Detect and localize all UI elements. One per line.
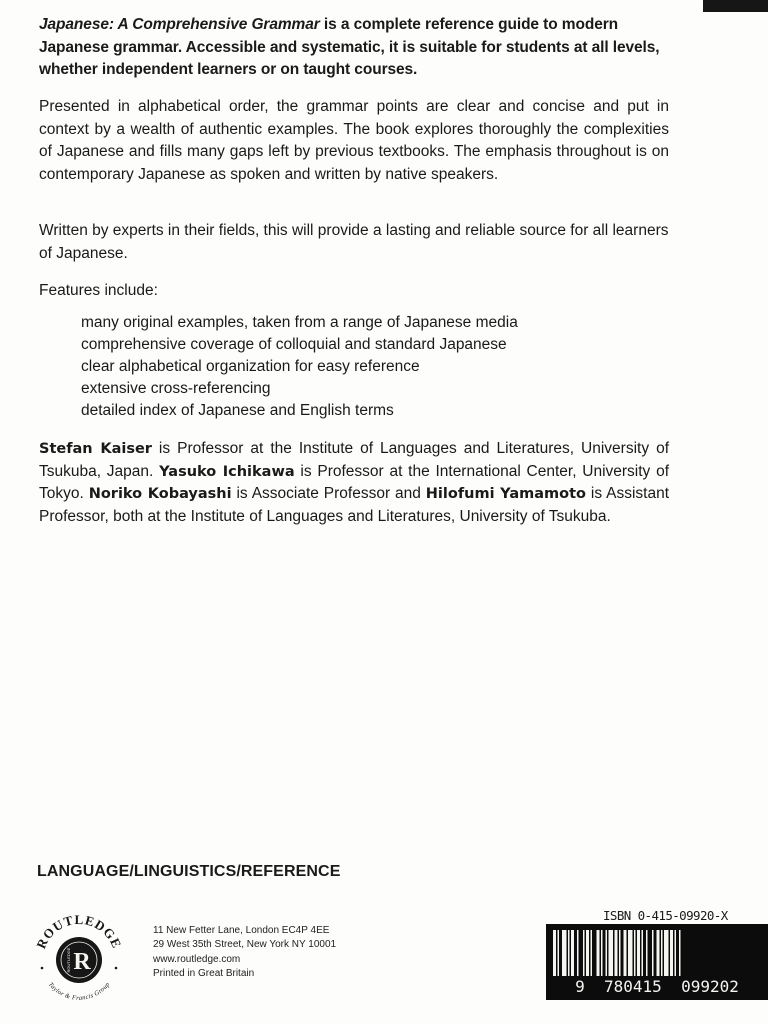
barcode-bar <box>571 930 574 978</box>
barcode-bar <box>591 930 593 978</box>
author-name: Hilofumi Yamamoto <box>425 486 586 502</box>
barcode-bar <box>562 930 567 978</box>
experts-paragraph <box>39 220 669 265</box>
order-paragraph <box>39 96 669 186</box>
barcode-bar <box>679 930 681 978</box>
feature-item: comprehensive coverage of colloquial and standard Japanese <box>81 336 507 353</box>
barcode-bar <box>615 930 618 978</box>
order-text: Presented in alphabetical order, the grammar points are clear and concise and put in context by a wealth of authentic examples. The book explores thoroughly the complexities of Japanese and fills many gaps left by previous textbooks. The emphasis throughout is on contemporary Japanese as spoken and written by native speakers. <box>39 98 669 183</box>
feature-item: clear alphabetical organization for easy reference <box>81 358 420 375</box>
intro-text: is a complete reference guide to modern Japanese grammar. Accessible and systematic, it is suitable for students at all levels, whether independent learners or on taught courses. <box>39 16 660 78</box>
author-name: Noriko Kobayashi <box>88 486 232 502</box>
routledge-logo <box>30 908 128 1006</box>
barcode-bar <box>601 930 603 978</box>
barcode-bar <box>597 930 600 978</box>
barcode-bar <box>609 930 614 978</box>
logo-dot <box>115 967 118 970</box>
corner-mark <box>703 0 768 12</box>
barcode-bar <box>583 930 585 978</box>
barcode-bar <box>577 930 579 978</box>
barcode-bar <box>558 930 560 978</box>
author-bio: is Professor at the International Center, University of Tokyo. <box>39 462 669 502</box>
feature-item: detailed index of Japanese and English terms <box>81 402 394 419</box>
barcode-bar <box>586 930 589 978</box>
barcode-bar <box>661 930 663 978</box>
author-name: Yasuko Ichikawa <box>159 463 295 480</box>
logo-arc-bottom-text: Taylor & Francis Group <box>46 981 112 1002</box>
author-bio: is Assistant Professor, both at the Institute of Languages and Literatures, University of Tsukuba. <box>39 485 670 525</box>
barcode-bar <box>664 930 669 978</box>
barcode-bar <box>634 930 636 978</box>
author-bio: is Professor at the Institute of Languages and Literatures, University of Tsukuba, Japan. <box>39 440 669 480</box>
logo-letter: R <box>73 949 91 975</box>
isbn-label: ISBN 0-415-09920-X <box>603 908 728 923</box>
subject-category: LANGUAGE/LINGUISTICS/REFERENCE <box>37 863 341 880</box>
barcode <box>546 924 768 1000</box>
barcode-digits: 9 780415 099202 <box>575 977 739 996</box>
book-title: Japanese: A Comprehensive Grammar <box>39 16 320 33</box>
barcode-bar <box>646 930 648 978</box>
intro-paragraph <box>39 14 669 82</box>
barcode-bar <box>642 930 644 978</box>
barcode-bar <box>624 930 627 978</box>
address-line: 11 New Fetter Lane, London EC4P 4EE <box>153 925 330 936</box>
author-name: Stefan Kaiser <box>39 441 152 457</box>
barcode-bar <box>619 930 621 978</box>
features-list <box>81 312 518 422</box>
website-text: www.routledge.com <box>153 953 241 965</box>
publisher-address <box>153 924 336 981</box>
logo-arc-top-text: ROUTLEDGE <box>33 911 125 951</box>
logo-spine: ROUTLEDGE <box>66 947 71 973</box>
barcode-bar <box>652 930 654 978</box>
barcode-bar <box>553 930 556 978</box>
barcode-bar <box>657 930 660 978</box>
logo-dot <box>41 967 44 970</box>
features-heading-text: Features include: <box>39 282 158 299</box>
barcode-bar <box>675 930 677 978</box>
authors-paragraph <box>39 438 669 528</box>
printed-in-text: Printed in Great Britain <box>153 967 255 979</box>
feature-item: many original examples, taken from a range of Japanese media <box>81 314 518 331</box>
feature-item: extensive cross-referencing <box>81 380 271 397</box>
address-line: 29 West 35th Street, New York NY 10001 <box>153 939 337 951</box>
barcode-bar <box>606 930 608 978</box>
barcode-bar <box>568 930 570 978</box>
barcode-bar <box>637 930 640 978</box>
barcode-bars <box>553 930 681 978</box>
barcode-bar <box>670 930 673 978</box>
barcode-bar <box>628 930 633 978</box>
features-heading <box>39 280 669 303</box>
logo-arc-bottom <box>47 981 112 1002</box>
author-bio: is Associate Professor and <box>231 485 426 502</box>
experts-text: Written by experts in their fields, this will provide a lasting and reliable source for all learners of Japanese. <box>39 222 669 262</box>
